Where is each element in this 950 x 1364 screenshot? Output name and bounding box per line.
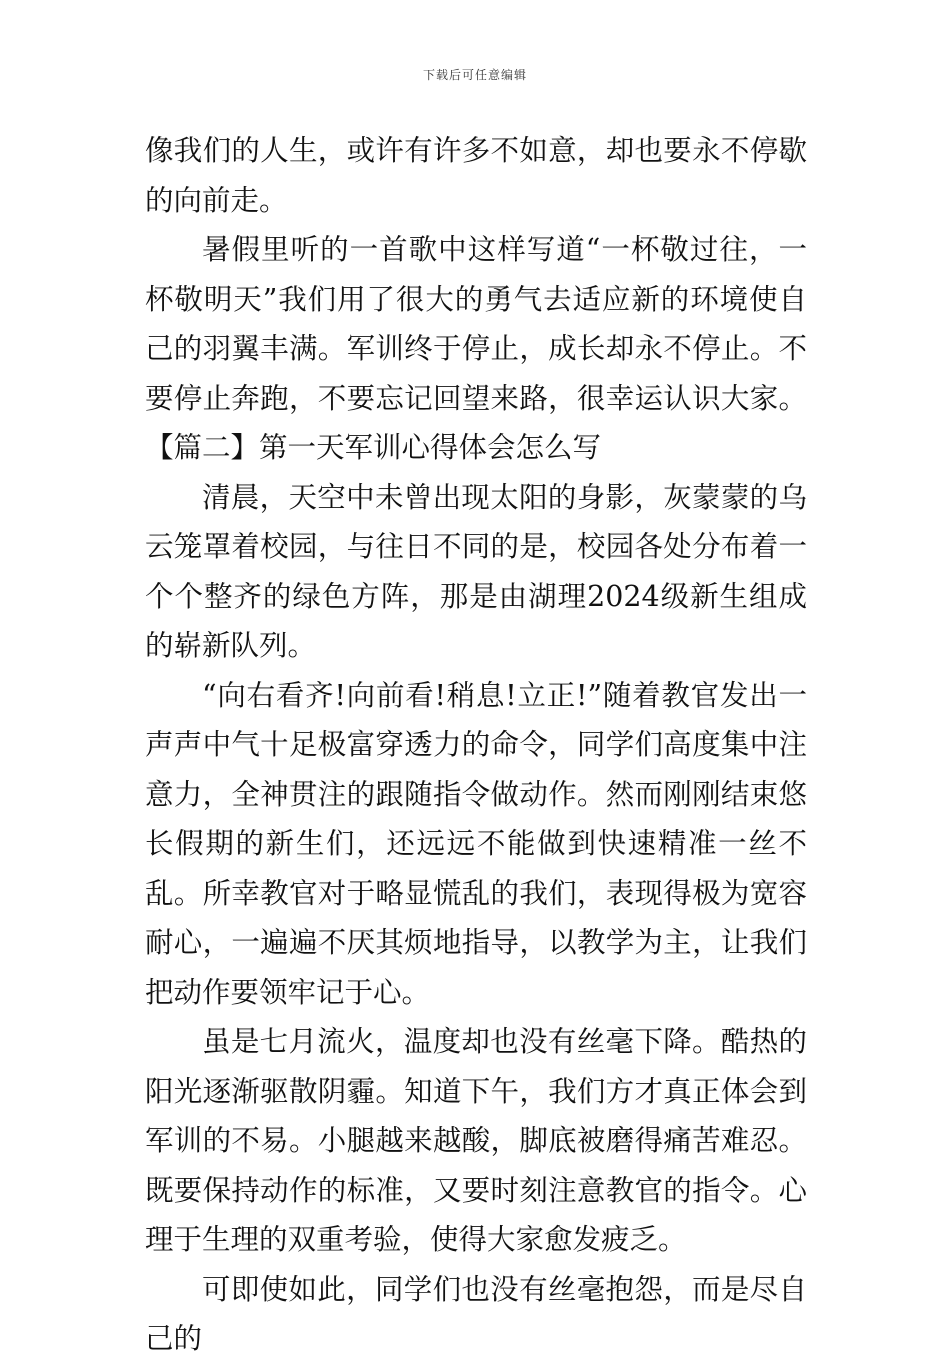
paragraph-6: 可即使如此，同学们也没有丝毫抱怨，而是尽自己的 [145, 1272, 807, 1355]
paragraph-5: 虽是七月流火，温度却也没有丝毫下降。酷热的阳光逐渐驱散阴霾。知道下午，我们方才真正体会到军训的不易。小腿越来越酸，脚底被磨得痛苦难忍。既要保持动作的标准，又要时刻注意教官的指令。心理于生理的双重考验，使得大家愈发疲乏。 [145, 1025, 807, 1256]
paragraph-1: 像我们的人生，或许有许多不如意，却也要永不停歇的向前走。 [145, 134, 807, 217]
paragraph-2: 暑假里听的一首歌中这样写道“一杯敬过往，一杯敬明天”我们用了很大的勇气去适应新的环境使自己的羽翼丰满。军训终于停止，成长却永不停止。不要停止奔跑，不要忘记回望来路，很幸运认识大家。【篇二】第一天军训心得体会怎么写 [145, 233, 807, 464]
paragraph-3: 清晨，天空中未曾出现太阳的身影，灰蒙蒙的乌云笼罩着校园，与往日不同的是，校园各处分布着一个个整齐的绿色方阵，那是由湖理2024级新生组成的崭新队列。 [145, 480, 807, 662]
document-body [145, 126, 807, 1364]
page-header: 下载后可任意编辑 [422, 68, 527, 82]
paragraph-4: “向右看齐!向前看!稍息!立正!”随着教官发出一声声中气十足极富穿透力的命令，同学们高度集中注意力，全神贯注的跟随指令做动作。然而刚刚结束悠长假期的新生们，还远远不能做到快速精准一丝不乱。所幸教官对于略显慌乱的我们，表现得极为宽容耐心，一遍遍不厌其烦地指导，以教学为主，让我们把动作要领牢记于心。 [145, 678, 807, 1009]
